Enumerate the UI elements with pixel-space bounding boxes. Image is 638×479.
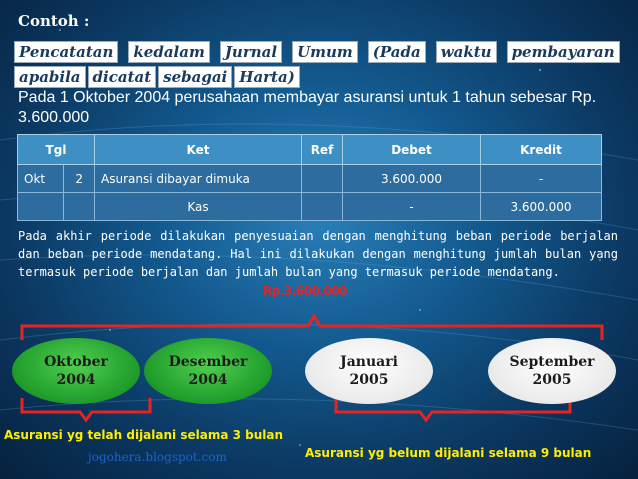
timeline-node-year: 2004 (188, 372, 228, 388)
cell-kredit: - (481, 165, 602, 193)
amount-label: Rp.3.600.000 (263, 284, 347, 298)
timeline-node-month: September (509, 354, 595, 370)
heading: Contoh : (18, 12, 90, 30)
title-word: apabila (14, 66, 86, 88)
cell-ket: Kas (95, 193, 302, 221)
title-word: Umum (292, 41, 358, 63)
cell-day: 2 (64, 165, 95, 193)
footer-link[interactable]: jogohera.blogspot.com (88, 450, 227, 464)
timeline-node-desember-2004 (144, 338, 272, 404)
column-header-debet: Debet (343, 135, 481, 165)
timeline-node-januari-2005 (305, 338, 433, 404)
title-word: Harta) (234, 66, 300, 88)
cell-month: Okt (18, 165, 64, 193)
cell-debet: 3.600.000 (343, 165, 481, 193)
timeline-node-year: 2004 (56, 372, 96, 388)
title-word: kedalam (128, 41, 209, 63)
top-bracket (22, 316, 602, 340)
timeline-node-month: Desember (168, 354, 248, 370)
title-word: dicatat (88, 66, 157, 88)
column-header-ket: Ket (95, 135, 302, 165)
timeline-node-month: Oktober (44, 354, 108, 370)
cell-kredit: 3.600.000 (481, 193, 602, 221)
title-word: Pencatatan (14, 41, 118, 63)
title-word: sebagai (158, 66, 232, 88)
column-header-ref: Ref (302, 135, 343, 165)
title-word: (Pada (368, 41, 426, 63)
timeline-node-month: Januari (340, 354, 398, 370)
timeline-node-year: 2005 (349, 372, 389, 388)
cell-debet: - (343, 193, 481, 221)
timeline-node-year: 2005 (532, 372, 572, 388)
explanation-paragraph: Pada akhir periode dilakukan penyesuaian dengan menghitung beban periode berjalan dan beban periode mendatang. Hal ini dilakukan dengan menghitung jumlah bulan yang termasuk periode berjalan dan jumlah bulan yang termasuk periode mendatang. (18, 229, 618, 279)
column-header-kredit: Kredit (481, 135, 602, 165)
title-word: waktu (436, 41, 497, 63)
timeline-node-september-2005 (488, 338, 616, 404)
title-word: pembayaran (507, 41, 620, 63)
intro-text: Pada 1 Oktober 2004 perusahaan membayar asuransi untuk 1 tahun sebesar Rp. 3.600.000 (18, 89, 597, 126)
cell-ket: Asuransi dibayar dimuka (95, 165, 302, 193)
column-header-tgl: Tgl (18, 135, 95, 165)
label-insurance-used: Asuransi yg telah dijalani selama 3 bulan (4, 428, 284, 442)
label-insurance-remaining: Asuransi yg belum dijalani selama 9 bulan (305, 446, 592, 460)
title-word: Jurnal (220, 41, 282, 63)
timeline-node-oktober-2004 (12, 338, 140, 404)
